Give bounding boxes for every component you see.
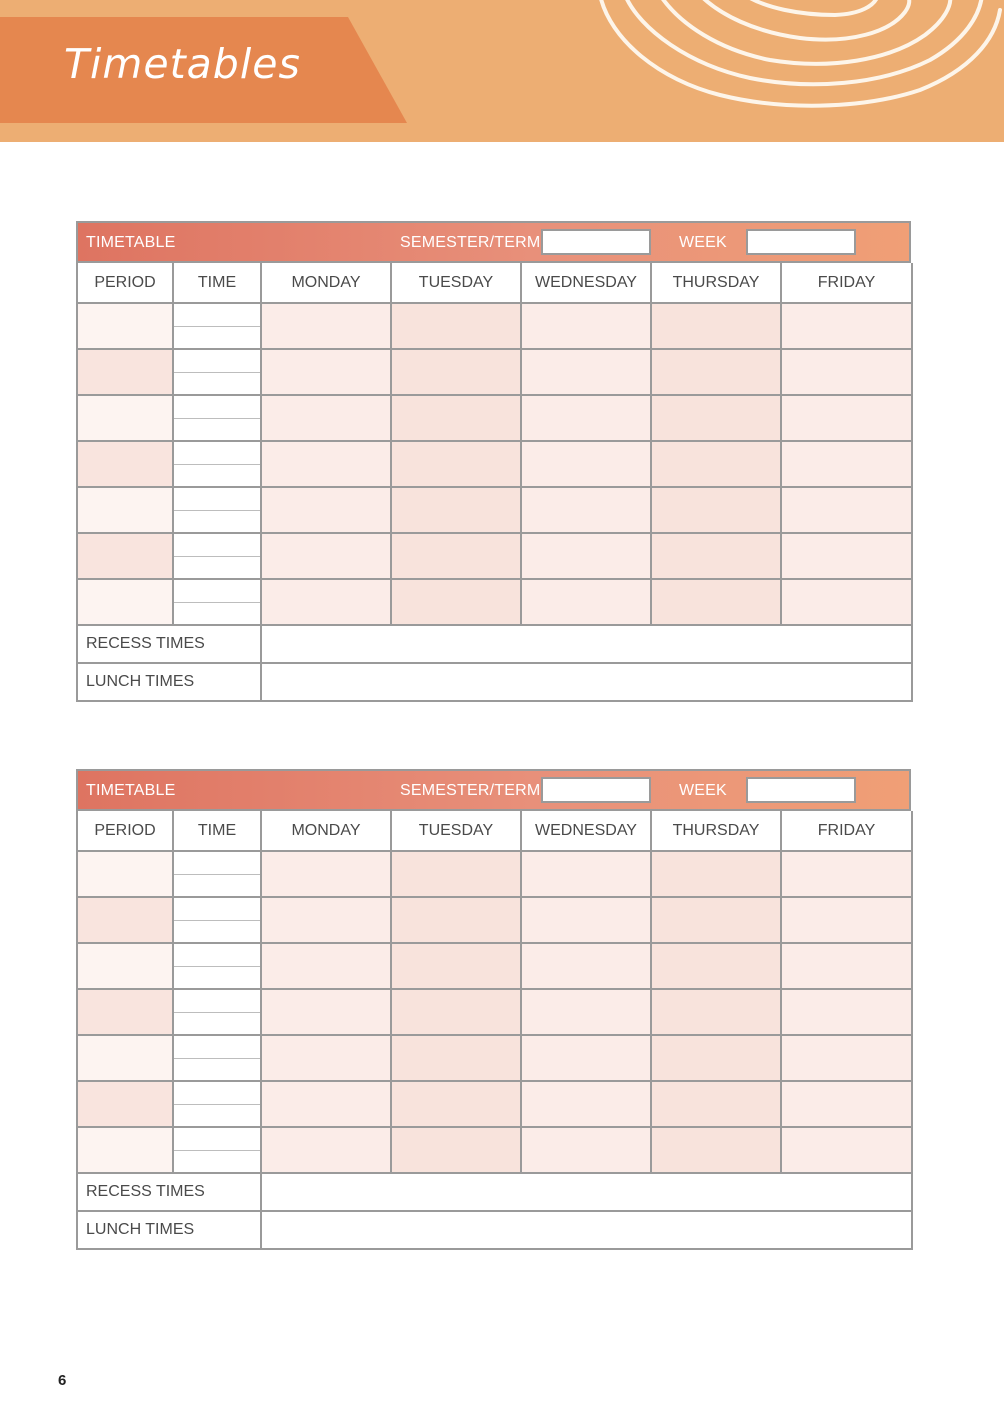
monday-cell[interactable]	[261, 1035, 391, 1081]
thursday-cell[interactable]	[651, 303, 781, 349]
period-cell[interactable]	[77, 487, 173, 533]
period-cell[interactable]	[77, 533, 173, 579]
friday-cell[interactable]	[781, 1035, 912, 1081]
time-cell[interactable]	[173, 1035, 261, 1081]
wednesday-cell[interactable]	[521, 303, 651, 349]
time-cell[interactable]	[173, 487, 261, 533]
lunch-times-label: LUNCH TIMES	[77, 663, 261, 701]
column-header-time: TIME	[173, 811, 261, 851]
wednesday-cell[interactable]	[521, 395, 651, 441]
recess-times-label: RECESS TIMES	[77, 625, 261, 663]
lunch-times-field[interactable]	[261, 663, 912, 701]
period-cell[interactable]	[77, 851, 173, 897]
week-field[interactable]	[746, 777, 856, 803]
thursday-cell[interactable]	[651, 1127, 781, 1173]
timetable-header-bar	[76, 221, 911, 263]
column-header-tuesday: TUESDAY	[391, 811, 521, 851]
period-cell[interactable]	[77, 303, 173, 349]
period-row	[77, 1081, 912, 1127]
period-cell[interactable]	[77, 1127, 173, 1173]
time-cell[interactable]	[173, 579, 261, 625]
period-cell[interactable]	[77, 897, 173, 943]
period-cell[interactable]	[77, 1081, 173, 1127]
period-row	[77, 851, 912, 897]
timetable-label: TIMETABLE	[86, 234, 176, 251]
period-row	[77, 579, 912, 625]
time-cell[interactable]	[173, 395, 261, 441]
monday-cell[interactable]	[261, 349, 391, 395]
thursday-cell[interactable]	[651, 395, 781, 441]
friday-cell[interactable]	[781, 943, 912, 989]
column-header-monday: MONDAY	[261, 263, 391, 303]
time-cell[interactable]	[173, 533, 261, 579]
friday-cell[interactable]	[781, 1127, 912, 1173]
period-cell[interactable]	[77, 441, 173, 487]
timetable-grid	[76, 263, 913, 702]
thursday-cell[interactable]	[651, 943, 781, 989]
thursday-cell[interactable]	[651, 897, 781, 943]
recess-times-field[interactable]	[261, 625, 912, 663]
period-row	[77, 533, 912, 579]
column-header-wednesday: WEDNESDAY	[521, 263, 651, 303]
monday-cell[interactable]	[261, 989, 391, 1035]
tuesday-cell[interactable]	[391, 851, 521, 897]
column-header-friday: FRIDAY	[781, 263, 912, 303]
recess-times-field[interactable]	[261, 1173, 912, 1211]
tuesday-cell[interactable]	[391, 1035, 521, 1081]
friday-cell[interactable]	[781, 989, 912, 1035]
semester-term-label: SEMESTER/TERM	[400, 234, 541, 251]
wednesday-cell[interactable]	[521, 349, 651, 395]
time-cell[interactable]	[173, 1127, 261, 1173]
wednesday-cell[interactable]	[521, 579, 651, 625]
tuesday-cell[interactable]	[391, 1081, 521, 1127]
time-cell[interactable]	[173, 1081, 261, 1127]
thursday-cell[interactable]	[651, 349, 781, 395]
monday-cell[interactable]	[261, 487, 391, 533]
tuesday-cell[interactable]	[391, 395, 521, 441]
column-header-thursday: THURSDAY	[651, 811, 781, 851]
wednesday-cell[interactable]	[521, 487, 651, 533]
monday-cell[interactable]	[261, 1081, 391, 1127]
semester-term-field[interactable]	[541, 777, 651, 803]
lunch-times-label: LUNCH TIMES	[77, 1211, 261, 1249]
monday-cell[interactable]	[261, 579, 391, 625]
thursday-cell[interactable]	[651, 1035, 781, 1081]
period-cell[interactable]	[77, 395, 173, 441]
period-row	[77, 1127, 912, 1173]
friday-cell[interactable]	[781, 441, 912, 487]
friday-cell[interactable]	[781, 349, 912, 395]
recess-times-label: RECESS TIMES	[77, 1173, 261, 1211]
recess-row	[77, 625, 912, 663]
period-row	[77, 349, 912, 395]
tuesday-cell[interactable]	[391, 1127, 521, 1173]
time-cell[interactable]	[173, 943, 261, 989]
tuesday-cell[interactable]	[391, 989, 521, 1035]
timetable-grid	[76, 811, 913, 1250]
week-label: WEEK	[679, 782, 727, 799]
thursday-cell[interactable]	[651, 989, 781, 1035]
header-banner	[0, 0, 1004, 142]
timetable-label: TIMETABLE	[86, 782, 176, 799]
wednesday-cell[interactable]	[521, 1035, 651, 1081]
time-cell[interactable]	[173, 441, 261, 487]
tuesday-cell[interactable]	[391, 579, 521, 625]
monday-cell[interactable]	[261, 897, 391, 943]
monday-cell[interactable]	[261, 441, 391, 487]
period-cell[interactable]	[77, 943, 173, 989]
period-cell[interactable]	[77, 989, 173, 1035]
time-cell[interactable]	[173, 851, 261, 897]
column-header-wednesday: WEDNESDAY	[521, 811, 651, 851]
time-cell[interactable]	[173, 349, 261, 395]
period-row	[77, 1035, 912, 1081]
lunch-times-field[interactable]	[261, 1211, 912, 1249]
column-header-thursday: THURSDAY	[651, 263, 781, 303]
lunch-row	[77, 1211, 912, 1249]
period-row	[77, 441, 912, 487]
wednesday-cell[interactable]	[521, 989, 651, 1035]
time-cell[interactable]	[173, 989, 261, 1035]
tuesday-cell[interactable]	[391, 303, 521, 349]
thursday-cell[interactable]	[651, 441, 781, 487]
recess-row	[77, 1173, 912, 1211]
period-row	[77, 487, 912, 533]
friday-cell[interactable]	[781, 897, 912, 943]
page-number: 6	[58, 1372, 67, 1389]
period-cell[interactable]	[77, 1035, 173, 1081]
column-header-period: PERIOD	[77, 263, 173, 303]
tuesday-cell[interactable]	[391, 441, 521, 487]
week-field[interactable]	[746, 229, 856, 255]
semester-term-label: SEMESTER/TERM	[400, 782, 541, 799]
week-label: WEEK	[679, 234, 727, 251]
friday-cell[interactable]	[781, 303, 912, 349]
monday-cell[interactable]	[261, 1127, 391, 1173]
monday-cell[interactable]	[261, 395, 391, 441]
tuesday-cell[interactable]	[391, 533, 521, 579]
thursday-cell[interactable]	[651, 487, 781, 533]
thursday-cell[interactable]	[651, 533, 781, 579]
tuesday-cell[interactable]	[391, 897, 521, 943]
wednesday-cell[interactable]	[521, 1081, 651, 1127]
column-header-tuesday: TUESDAY	[391, 263, 521, 303]
wednesday-cell[interactable]	[521, 897, 651, 943]
thursday-cell[interactable]	[651, 1081, 781, 1127]
friday-cell[interactable]	[781, 851, 912, 897]
friday-cell[interactable]	[781, 579, 912, 625]
tuesday-cell[interactable]	[391, 943, 521, 989]
page-title: Timetables	[64, 40, 301, 88]
tuesday-cell[interactable]	[391, 487, 521, 533]
wednesday-cell[interactable]	[521, 1127, 651, 1173]
thursday-cell[interactable]	[651, 579, 781, 625]
timetable-header-bar	[76, 769, 911, 811]
column-header-row	[77, 263, 912, 303]
column-header-row	[77, 811, 912, 851]
friday-cell[interactable]	[781, 533, 912, 579]
time-cell[interactable]	[173, 303, 261, 349]
period-row	[77, 897, 912, 943]
column-header-monday: MONDAY	[261, 811, 391, 851]
friday-cell[interactable]	[781, 395, 912, 441]
wednesday-cell[interactable]	[521, 943, 651, 989]
monday-cell[interactable]	[261, 943, 391, 989]
period-cell[interactable]	[77, 579, 173, 625]
lunch-row	[77, 663, 912, 701]
friday-cell[interactable]	[781, 1081, 912, 1127]
semester-term-field[interactable]	[541, 229, 651, 255]
column-header-time: TIME	[173, 263, 261, 303]
column-header-period: PERIOD	[77, 811, 173, 851]
timetable-1	[76, 221, 911, 702]
period-row	[77, 303, 912, 349]
period-row	[77, 395, 912, 441]
wednesday-cell[interactable]	[521, 851, 651, 897]
period-row	[77, 989, 912, 1035]
friday-cell[interactable]	[781, 487, 912, 533]
tuesday-cell[interactable]	[391, 349, 521, 395]
wednesday-cell[interactable]	[521, 441, 651, 487]
period-cell[interactable]	[77, 349, 173, 395]
thursday-cell[interactable]	[651, 851, 781, 897]
wednesday-cell[interactable]	[521, 533, 651, 579]
period-row	[77, 943, 912, 989]
column-header-friday: FRIDAY	[781, 811, 912, 851]
monday-cell[interactable]	[261, 851, 391, 897]
monday-cell[interactable]	[261, 533, 391, 579]
timetable-2	[76, 769, 911, 1250]
time-cell[interactable]	[173, 897, 261, 943]
monday-cell[interactable]	[261, 303, 391, 349]
